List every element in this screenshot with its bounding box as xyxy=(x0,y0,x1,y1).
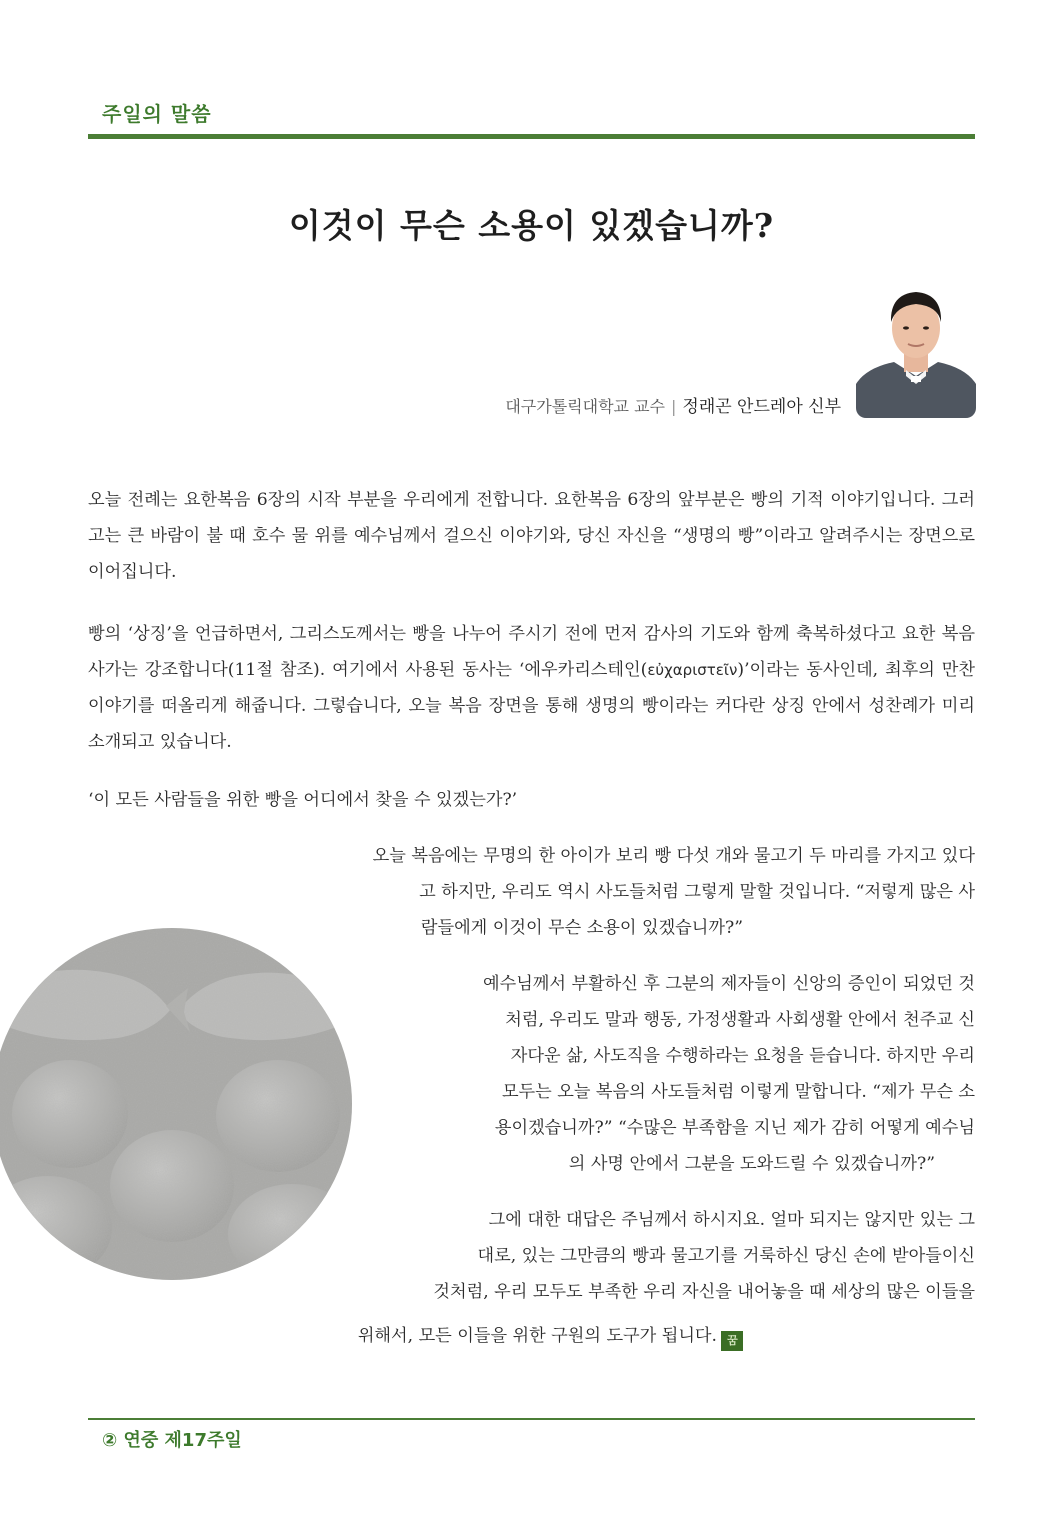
end-mark-icon: 꿈 xyxy=(721,1331,743,1351)
paragraph-6-line-4-text: 위해서, 모든 이들을 위한 구원의 도구가 됩니다. xyxy=(357,1326,717,1346)
paragraph-5-line-1: 예수님께서 부활하신 후 그분의 제자들이 신앙의 증인이 되었던 것 xyxy=(483,974,975,994)
stone-relief-image xyxy=(0,928,352,1280)
author-name: 정래곤 안드레아 신부 xyxy=(682,397,841,417)
paragraph-2-text-a: 빵의 ‘상징’을 언급하면서, 그리스도께서는 빵을 나누어 주시기 전에 먼저 감사의 기도와 함께 축복하셨다고 요한 복음사가는 강조합니다(11절 참조). 여기에서 사용된 동사는 ‘에우카리스테인( xyxy=(88,624,975,680)
paragraph-5-line-4: 모두는 오늘 복음의 사도들처럼 이렇게 말합니다. “제가 무슨 소 xyxy=(501,1082,975,1102)
paragraph-4-line-3: 람들에게 이것이 무슨 소용이 있겠습니까?” xyxy=(420,918,743,938)
paragraph-4-line-1: 오늘 복음에는 무명의 한 아이가 보리 빵 다섯 개와 물고기 두 마리를 가지고 있다 xyxy=(372,846,975,866)
paragraph-2 xyxy=(88,616,975,760)
paragraph-4-line-2: 고 하지만, 우리도 역시 사도들처럼 그렇게 말할 것입니다. “저렇게 많은 사 xyxy=(419,882,975,902)
article-title: 이것이 무슨 소용이 있겠습니까? xyxy=(288,206,775,245)
author-affiliation: 대구가톨릭대학교 교수 xyxy=(505,397,665,416)
author-separator: | xyxy=(671,397,677,416)
paragraph-6-line-4 xyxy=(358,1318,743,1354)
paragraph-1: 오늘 전례는 요한복음 6장의 시작 부분을 우리에게 전합니다. 요한복음 6장의 앞부분은 빵의 기적 이야기입니다. 그러고는 큰 바람이 불 때 호수 물 위를 예수님께서 걸으신 이야기와, 당신 자신을 “생명의 빵”이라고 알려주시는 장면으로 이어집니다. xyxy=(88,490,975,582)
paragraph-6-line-3: 것처럼, 우리 모두도 부족한 우리 자신을 내어놓을 때 세상의 많은 이들을 xyxy=(433,1282,975,1302)
footer-rule xyxy=(88,1418,975,1420)
paragraph-5-line-5: 용이겠습니까?” “수많은 부족함을 지닌 제가 감히 어떻게 예수님 xyxy=(494,1118,975,1138)
paragraph-6-line-1: 그에 대한 대답은 주님께서 하시지요. 얼마 되지는 않지만 있는 그 xyxy=(488,1210,975,1230)
section-label: 주일의 말씀 xyxy=(102,102,212,126)
greek-word: εὐχαριστεῖν xyxy=(647,661,738,679)
author-byline xyxy=(505,392,841,417)
header-rule xyxy=(88,134,975,139)
page-footer-label: ② 연중 제17주일 xyxy=(102,1430,242,1451)
paragraph-5-line-2: 처럼, 우리도 말과 행동, 가정생활과 사회생활 안에서 천주교 신 xyxy=(505,1010,975,1030)
paragraph-5-line-6: 의 사명 안에서 그분을 도와드릴 수 있겠습니까?” xyxy=(568,1154,935,1174)
paragraph-2-text-b: )’이라는 동사인데, 최후의 만찬 이야기를 떠올리게 해줍니다. 그렇습니다, 오늘 복음 장면을 통해 생명의 빵이라는 커다란 상징 안에서 성찬례가 미리 소개되고 있습니다. xyxy=(88,660,976,752)
author-portrait xyxy=(856,272,976,418)
paragraph-5-line-3: 자다운 삶, 사도직을 수행하라는 요청을 듣습니다. 하지만 우리 xyxy=(510,1046,975,1066)
paragraph-3: ‘이 모든 사람들을 위한 빵을 어디에서 찾을 수 있겠는가?’ xyxy=(88,790,518,810)
paragraph-6-line-2: 대로, 있는 그만큼의 빵과 물고기를 거룩하신 당신 손에 받아들이신 xyxy=(477,1246,975,1266)
